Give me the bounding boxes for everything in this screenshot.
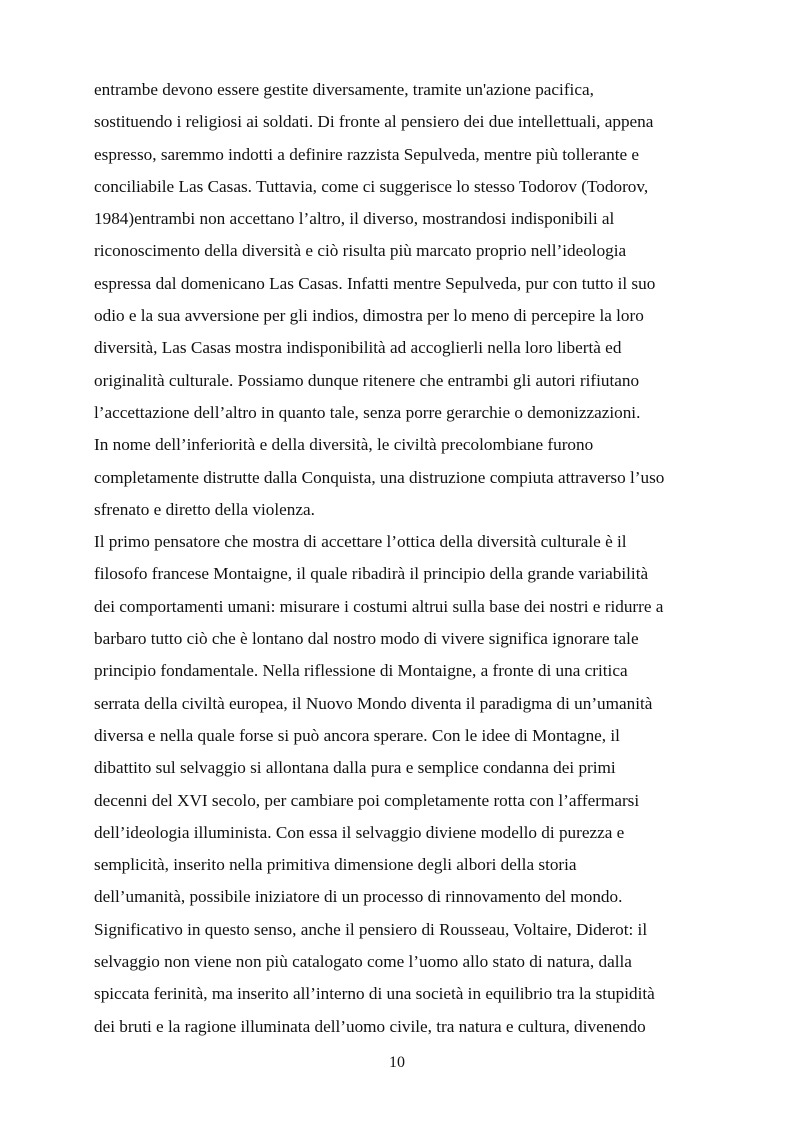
text-line: serrata della civiltà europea, il Nuovo Mondo diventa il paradigma di un’umanità	[94, 693, 653, 713]
text-line: selvaggio non viene non più catalogato come l’uomo allo stato di natura, dalla	[94, 952, 632, 972]
text-line: semplicità, inserito nella primitiva dimensione degli albori della storia	[94, 855, 577, 875]
text-line: sfrenato e diretto della violenza.	[94, 499, 315, 519]
text-line: espressa dal domenicano Las Casas. Infatti mentre Sepulveda, pur con tutto il suo	[94, 273, 656, 293]
text-line: dei comportamenti umani: misurare i costumi altrui sulla base dei nostri e ridurre a	[94, 596, 664, 616]
text-line: entrambe devono essere gestite diversamente, tramite un'azione pacifica,	[94, 80, 594, 99]
text-line: Significativo in questo senso, anche il pensiero di Rousseau, Voltaire, Diderot: il	[94, 919, 648, 939]
text-line: principio fondamentale. Nella riflessione di Montaigne, a fronte di una critica	[94, 661, 628, 681]
text-line: conciliabile Las Casas. Tuttavia, come ci suggerisce lo stesso Todorov (Todorov,	[94, 176, 649, 196]
text-line: decenni del XVI secolo, per cambiare poi completamente rotta con l’affermarsi	[94, 790, 640, 810]
text-line: Il primo pensatore che mostra di accettare l’ottica della diversità culturale è il	[94, 532, 627, 552]
text-line: dei bruti e la ragione illuminata dell’uomo civile, tra natura e cultura, divenendo	[94, 1016, 646, 1036]
text-line: sostituendo i religiosi ai soldati. Di fronte al pensiero dei due intellettuali, appena	[94, 112, 654, 132]
body-text	[94, 74, 718, 1043]
text-line: espresso, saremmo indotti a definire razzista Sepulveda, mentre più tollerante e	[94, 144, 640, 164]
text-line: spiccata ferinità, ma inserito all’interno di una società in equilibrio tra la stupidità	[94, 984, 655, 1004]
text-line: originalità culturale. Possiamo dunque ritenere che entrambi gli autori rifiutano	[94, 370, 640, 390]
text-line: dell’ideologia illuminista. Con essa il selvaggio diviene modello di purezza e	[94, 822, 625, 842]
text-line: diversa e nella quale forse si può ancora sperare. Con le idee di Montagne, il	[94, 725, 620, 745]
text-line: odio e la sua avversione per gli indios, dimostra per lo meno di percepire la loro	[94, 306, 644, 326]
text-line: barbaro tutto ciò che è lontano dal nostro modo di vivere significa ignorare tale	[94, 629, 639, 649]
text-line: filosofo francese Montaigne, il quale ribadirà il principio della grande variabilità	[94, 564, 649, 584]
text-line: dibattito sul selvaggio si allontana dalla pura e semplice condanna dei primi	[94, 758, 616, 778]
text-line: diversità, Las Casas mostra indisponibilità ad accoglierli nella loro libertà ed	[94, 338, 622, 358]
text-line: dell’umanità, possibile iniziatore di un processo di rinnovamento del mondo.	[94, 887, 623, 907]
text-line: l’accettazione dell’altro in quanto tale, senza porre gerarchie o demonizzazioni.	[94, 402, 641, 422]
text-line: 1984)entrambi non accettano l’altro, il diverso, mostrandosi indisponibili al	[94, 209, 615, 229]
page-number: 10	[389, 1054, 405, 1071]
text-line: In nome dell’inferiorità e della diversità, le civiltà precolombiane furono	[94, 435, 594, 455]
text-line: riconoscimento della diversità e ciò risulta più marcato proprio nell’ideologia	[94, 241, 627, 261]
text-line: completamente distrutte dalla Conquista, una distruzione compiuta attraverso l’uso	[94, 467, 665, 487]
